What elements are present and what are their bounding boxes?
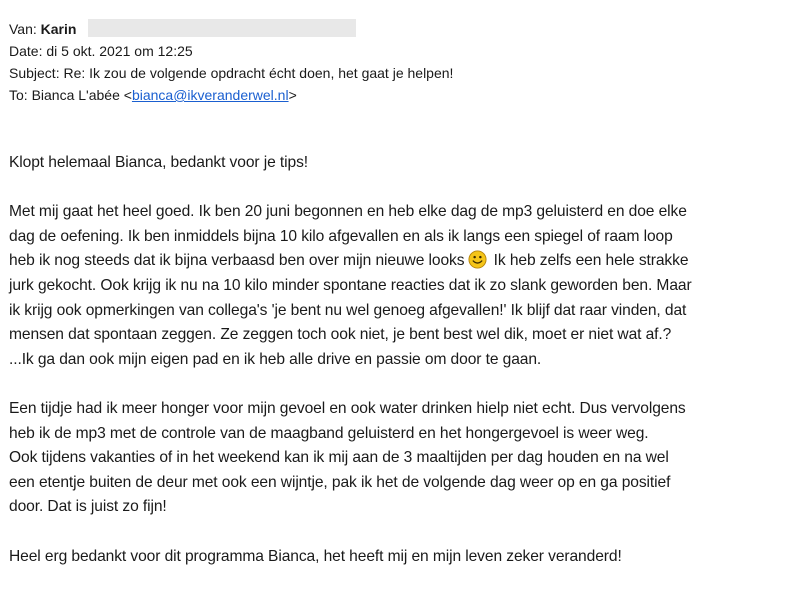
body-line: ...Ik ga dan ook mijn eigen pad en ik heb alle drive en passie om door te gaan. [9,350,542,368]
body-line-part: heb ik nog steeds dat ik bijna verbaasd ben over mijn nieuwe looks [9,252,465,270]
redacted-email-block [88,19,356,37]
from-label: Van: [9,21,37,37]
to-line [9,84,769,106]
from-name: Karin [40,21,77,37]
paragraph-thanks [9,545,794,570]
body-line: Ook tijdens vakanties of in het weekend kan ik mij aan de 3 maaltijden per dag houden en na wel [9,449,669,467]
body-line: een etentje buiten de deur met ook een wijntje, pak ik het de volgende dag weer op en ga positief [9,473,671,491]
email-header [9,18,769,106]
subject-line: Subject: Re: Ik zou de volgende opdracht écht doen, het gaat je helpen! [9,65,454,81]
email-body [9,151,794,594]
body-line: heb ik de mp3 met de controle van de maagband geluisterd en het hongergevoel is weer weg. [9,424,649,442]
body-line: Met mij gaat het heel goed. Ik ben 20 juni begonnen en heb elke dag de mp3 geluisterd en doe elke [9,203,687,221]
body-line: Klopt helemaal Bianca, bedankt voor je tips! [9,154,308,171]
body-line: Een tijdje had ik meer honger voor mijn gevoel en ook water drinken hielp niet echt. Dus vervolgens [9,399,686,417]
body-line-part: Ik heb zelfs een hele strakke [489,252,689,270]
body-line: Heel erg bedankt voor dit programma Bianca, het heeft mij en mijn leven zeker veranderd! [9,547,622,565]
body-line: jurk gekocht. Ook krijg ik nu na 10 kilo minder spontane reacties dat ik zo slank geworden ben. Maar [9,276,692,294]
date-line: Date: di 5 okt. 2021 om 12:25 [9,43,193,59]
body-line: door. Dat is juist zo fijn! [9,498,167,516]
body-line: mensen dat spontaan zeggen. Ze zeggen toch ook niet, je bent best wel dik, moet er niet wat af.? [9,326,672,344]
body-line-with-smiley [9,249,794,274]
paragraph-greeting [9,151,794,176]
smiley-face-icon [468,250,487,269]
to-suffix: > [288,87,297,103]
to-prefix: To: Bianca L'abée < [9,87,132,103]
body-line: dag de oefening. Ik ben inmiddels bijna 10 kilo afgevallen en als ik langs een spiegel of raam loop [9,227,673,245]
to-email-link[interactable]: bianca@ikveranderwel.nl [131,87,289,103]
paragraph-hunger [9,397,794,520]
from-line [9,18,769,40]
body-line: ik krijg ook opmerkingen van collega's 'je bent nu wel genoeg afgevallen!' Ik blijf dat raar vinden, dat [9,301,687,319]
paragraph-progress [9,200,794,372]
